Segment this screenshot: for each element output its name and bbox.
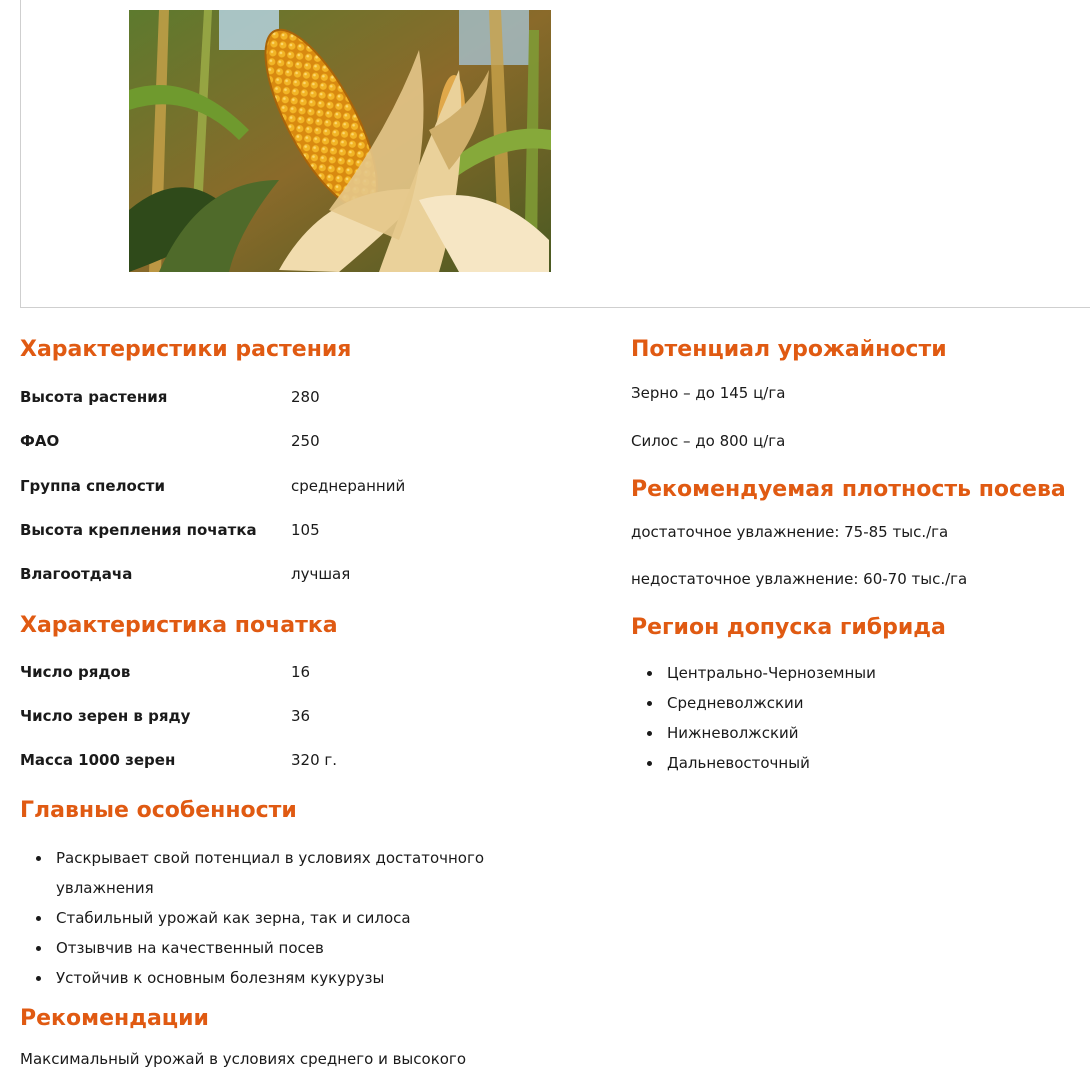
row-label: Высота крепления початка — [20, 521, 257, 539]
row-value: 16 — [291, 663, 311, 681]
list-item: Центрально-Черноземныи — [631, 658, 1071, 688]
row-value: 36 — [291, 707, 311, 725]
regions-list — [631, 658, 1071, 778]
corn-cob-illustration — [129, 10, 551, 272]
corn-cob-photo — [129, 10, 551, 272]
row-value: 105 — [291, 521, 320, 539]
row-value: среднеранний — [291, 477, 406, 495]
photo-card — [20, 0, 1090, 308]
row-label: Масса 1000 зерен — [20, 751, 176, 769]
yield-grain: Зерно – до 145 ц/га — [631, 384, 786, 402]
row-label: Влагоотдача — [20, 565, 133, 583]
recommendations-heading: Рекомендации — [20, 1006, 209, 1031]
row-label: Высота растения — [20, 388, 168, 406]
plant-characteristics-heading: Характеристики растения — [20, 337, 352, 362]
list-item: Отзывчив на качественный посев — [20, 933, 580, 963]
row-label: ФАО — [20, 432, 60, 450]
list-item: Нижневолжский — [631, 718, 1071, 748]
row-value: лучшая — [291, 565, 351, 583]
list-item: Дальневосточный — [631, 748, 1071, 778]
list-item: Средневолжскии — [631, 688, 1071, 718]
yield-silage: Силос – до 800 ц/га — [631, 432, 786, 450]
list-item: Устойчив к основным болезням кукурузы — [20, 963, 580, 993]
recommendations-text: Максимальный урожай в условиях среднего и высокого — [20, 1050, 466, 1068]
cob-characteristics-heading: Характеристика початка — [20, 613, 338, 638]
row-label: Группа спелости — [20, 477, 165, 495]
approval-region-heading: Регион допуска гибрида — [631, 615, 946, 640]
yield-potential-heading: Потенциал урожайности — [631, 337, 947, 362]
list-item: Стабильный урожай как зерна, так и силоса — [20, 903, 580, 933]
row-value: 280 — [291, 388, 320, 406]
row-value: 250 — [291, 432, 320, 450]
sowing-density-heading: Рекомендуемая плотность посева — [631, 477, 1066, 502]
list-item: Раскрывает свой потенциал в условиях достаточного увлажнения — [20, 843, 580, 903]
main-features-heading: Главные особенности — [20, 798, 297, 823]
row-label: Число зерен в ряду — [20, 707, 191, 725]
features-list — [20, 843, 580, 993]
row-value: 320 г. — [291, 751, 338, 769]
row-label: Число рядов — [20, 663, 131, 681]
density-insufficient: недостаточное увлажнение: 60-70 тыс./га — [631, 570, 968, 588]
density-sufficient: достаточное увлажнение: 75-85 тыс./га — [631, 523, 949, 541]
